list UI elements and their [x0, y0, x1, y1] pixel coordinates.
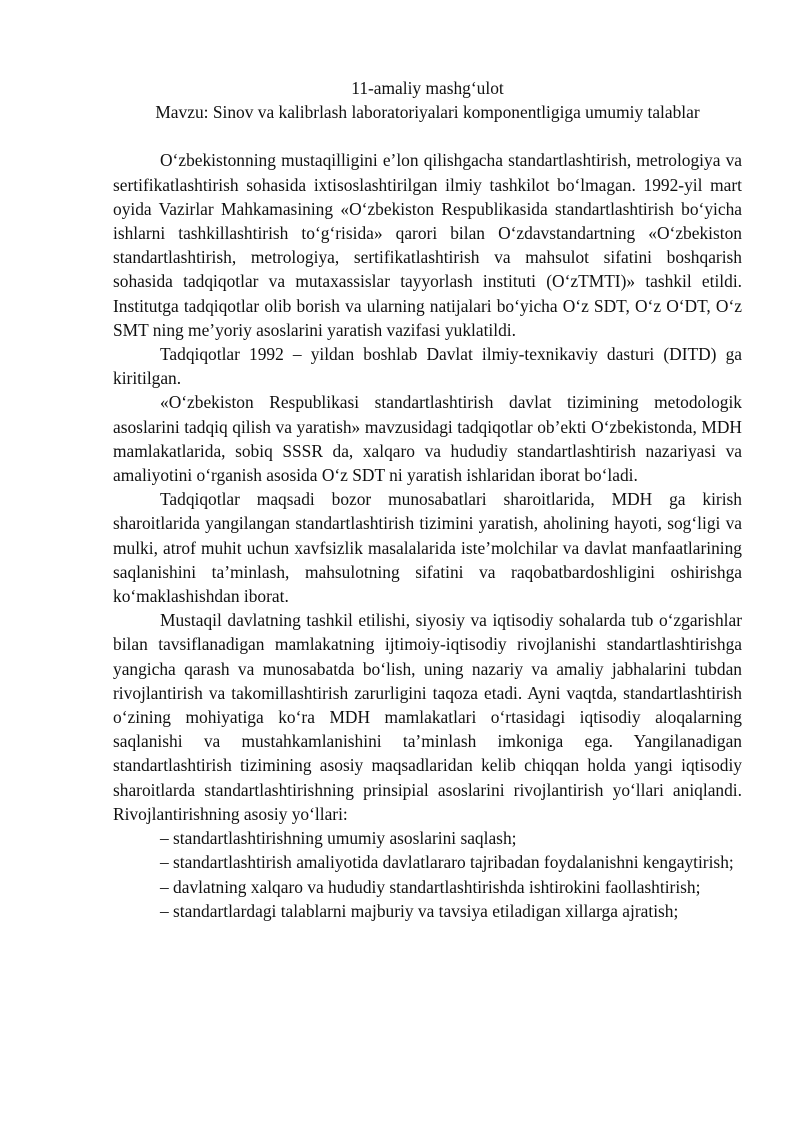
page-subtitle: Mavzu: Sinov va kalibrlash laboratoriyalari komponentligiga umumiy talablar — [155, 102, 700, 123]
paragraph-1: O‘zbekistonning mustaqilligini e’lon qilishgacha standartlashtirish, metrologiya va sertifikatlashtirish sohasida ixtisoslashtirilgan ilmiy tashkilot bo‘lmagan. 1992-yil mart oyida Vazirlar Mahkamasining «O‘zbekiston Respublikasida standartlashtirish bo‘yicha ishlarni tashkillashtirish to‘g‘risida» qarori bilan O‘zdavstandartning «O‘zbekiston standartlashtirish, metrologiya, sertifikatlashtirish va mahsulot sifatini boshqarish sohasida tadqiqotlar va mutaxassislar tayyorlash instituti (O‘zTMTI)» tashkil etildi. Institutga tadqiqotlar olib borish va ularning natijalari bo‘yicha O‘z SDT, O‘z O‘DT, O‘z SMT ning me’yoriy asoslarini yaratish vazifasi yuklatildi. — [113, 150, 742, 340]
paragraph-2: Tadqiqotlar 1992 – yildan boshlab Davlat ilmiy-texnikaviy dasturi (DITD) ga kiritilgan. — [113, 344, 742, 389]
list-item-1: – standartlashtirishning umumiy asoslarini saqlash; — [160, 828, 517, 849]
paragraph-3: «O‘zbekiston Respublikasi standartlashtirish davlat tizimining metodologik asoslarini tadqiq qilish va yaratish» mavzusidagi tadqiqotlar ob’ekti O‘zbekistonda, MDH mamlakatlarida, sobiq SSSR da, xalqaro va hududiy standartlashtirish nazariyasi va amaliyotini o‘rganish asosida O‘z SDT ni yaratish ishlaridan iborat bo‘ladi. — [113, 392, 742, 486]
list-item-2: – standartlashtirish amaliyotida davlatlararo tajribadan foydalanishni kengaytirish; — [160, 852, 734, 873]
page-title: 11-amaliy mashg‘ulot — [351, 78, 504, 98]
list-item-4: – standartlardagi talablarni majburiy va tavsiya etiladigan xillarga ajratish; — [160, 900, 679, 921]
spacer — [113, 124, 742, 148]
paragraph-5: Mustaqil davlatning tashkil etilishi, siyosiy va iqtisodiy sohalarda tub o‘zgarishlar bilan tavsiflanadigan mamlakatning ijtimoiy-iqtisodiy rivojlanishi standartlashtirishga yangicha qarash va munosabatda bo‘lish, uning nazariy va amaliy jabhalarini tubdan rivojlantirish va takomillashtirish zarurligini taqoza etadi. Ayni vaqtda, standartlashtirish o‘zining mohiyatiga ko‘ra MDH mamlakatlari o‘rtasidagi iqtisodiy aloqalarning saqlanishi va mustahkamlanishini ta’minlash imkoniga ega. Yangilanadigan standartlashtirish tizimining asosiy maqsadlaridan kelib chiqqan holda yangi iqtisodiy sharoitlarda standartlashtirishning prinsipial asoslarini rivojlantirish yo‘llari aniqlandi. Rivojlantirishning asosiy yo‘llari: — [113, 610, 742, 824]
list-item-3: – davlatning xalqaro va hududiy standartlashtirishda ishtirokini faollashtirish; — [160, 876, 701, 897]
document-page — [113, 76, 742, 923]
paragraph-4: Tadqiqotlar maqsadi bozor munosabatlari sharoitlarida, MDH ga kirish sharoitlarida yangilangan standartlashtirish tizimini yaratish, aholining hayoti, sog‘ligi va mulki, atrof muhit uchun xavfsizlik masalalarida iste’molchilar va davlat manfaatlarining saqlanishini ta’minlash, mahsulotning sifatini va raqobatbardoshligini oshirishga ko‘maklashishdan iborat. — [113, 489, 742, 607]
